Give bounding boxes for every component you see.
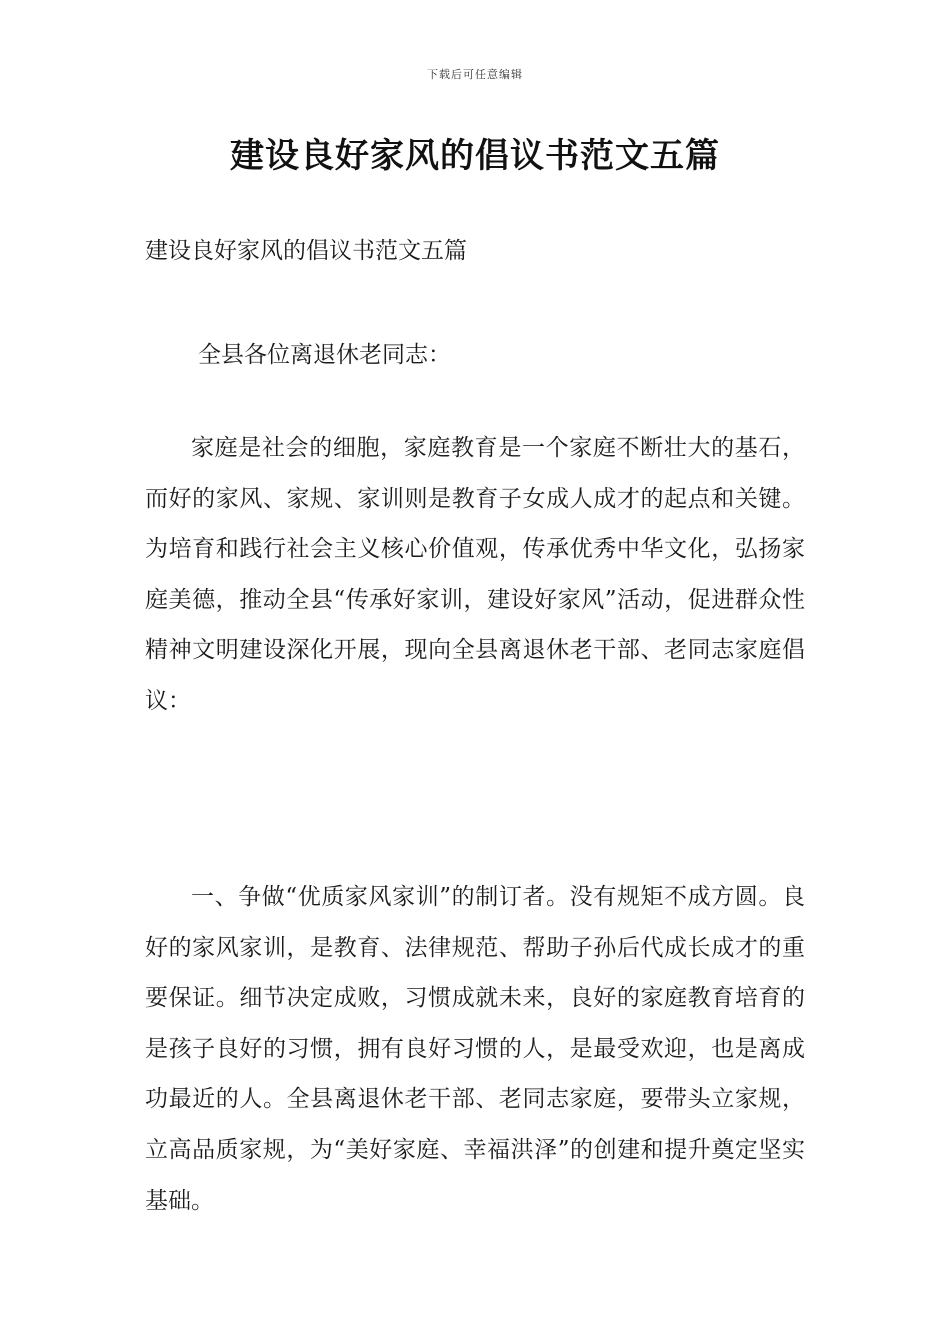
page-title: 建设良好家风的倡议书范文五篇 xyxy=(230,136,720,176)
header-note: 下载后可任意编辑 xyxy=(427,68,523,81)
subtitle: 建设良好家风的倡议书范文五篇 xyxy=(145,238,467,264)
paragraph-point-one: 一、争做“优质家风家训”的制订者。没有规矩不成方圆。良好的家风家训，是教育、法律规范、帮助子孙后代成长成才的重要保证。细节决定成败，习惯成就未来，良好的家庭教育培育的是孩子良好的习惯，拥有良好习惯的人，是最受欢迎，也是离成功最近的人。全县离退休老干部、老同志家庭，要带头立家规，立高品质家规，为“美好家庭、幸福洪泽”的创建和提升奠定坚实基础。 xyxy=(145,884,805,1214)
paragraph-intro: 家庭是社会的细胞，家庭教育是一个家庭不断壮大的基石，而好的家风、家规、家训则是教育子女成人成才的起点和关键。为培育和践行社会主义核心价值观，传承优秀中华文化，弘扬家庭美德，推动全县“传承好家训，建设好家风”活动，促进群众性精神文明建设深化开展，现向全县离退休老干部、老同志家庭倡议： xyxy=(145,435,805,714)
salutation: 全县各位离退休老同志： xyxy=(198,342,451,368)
